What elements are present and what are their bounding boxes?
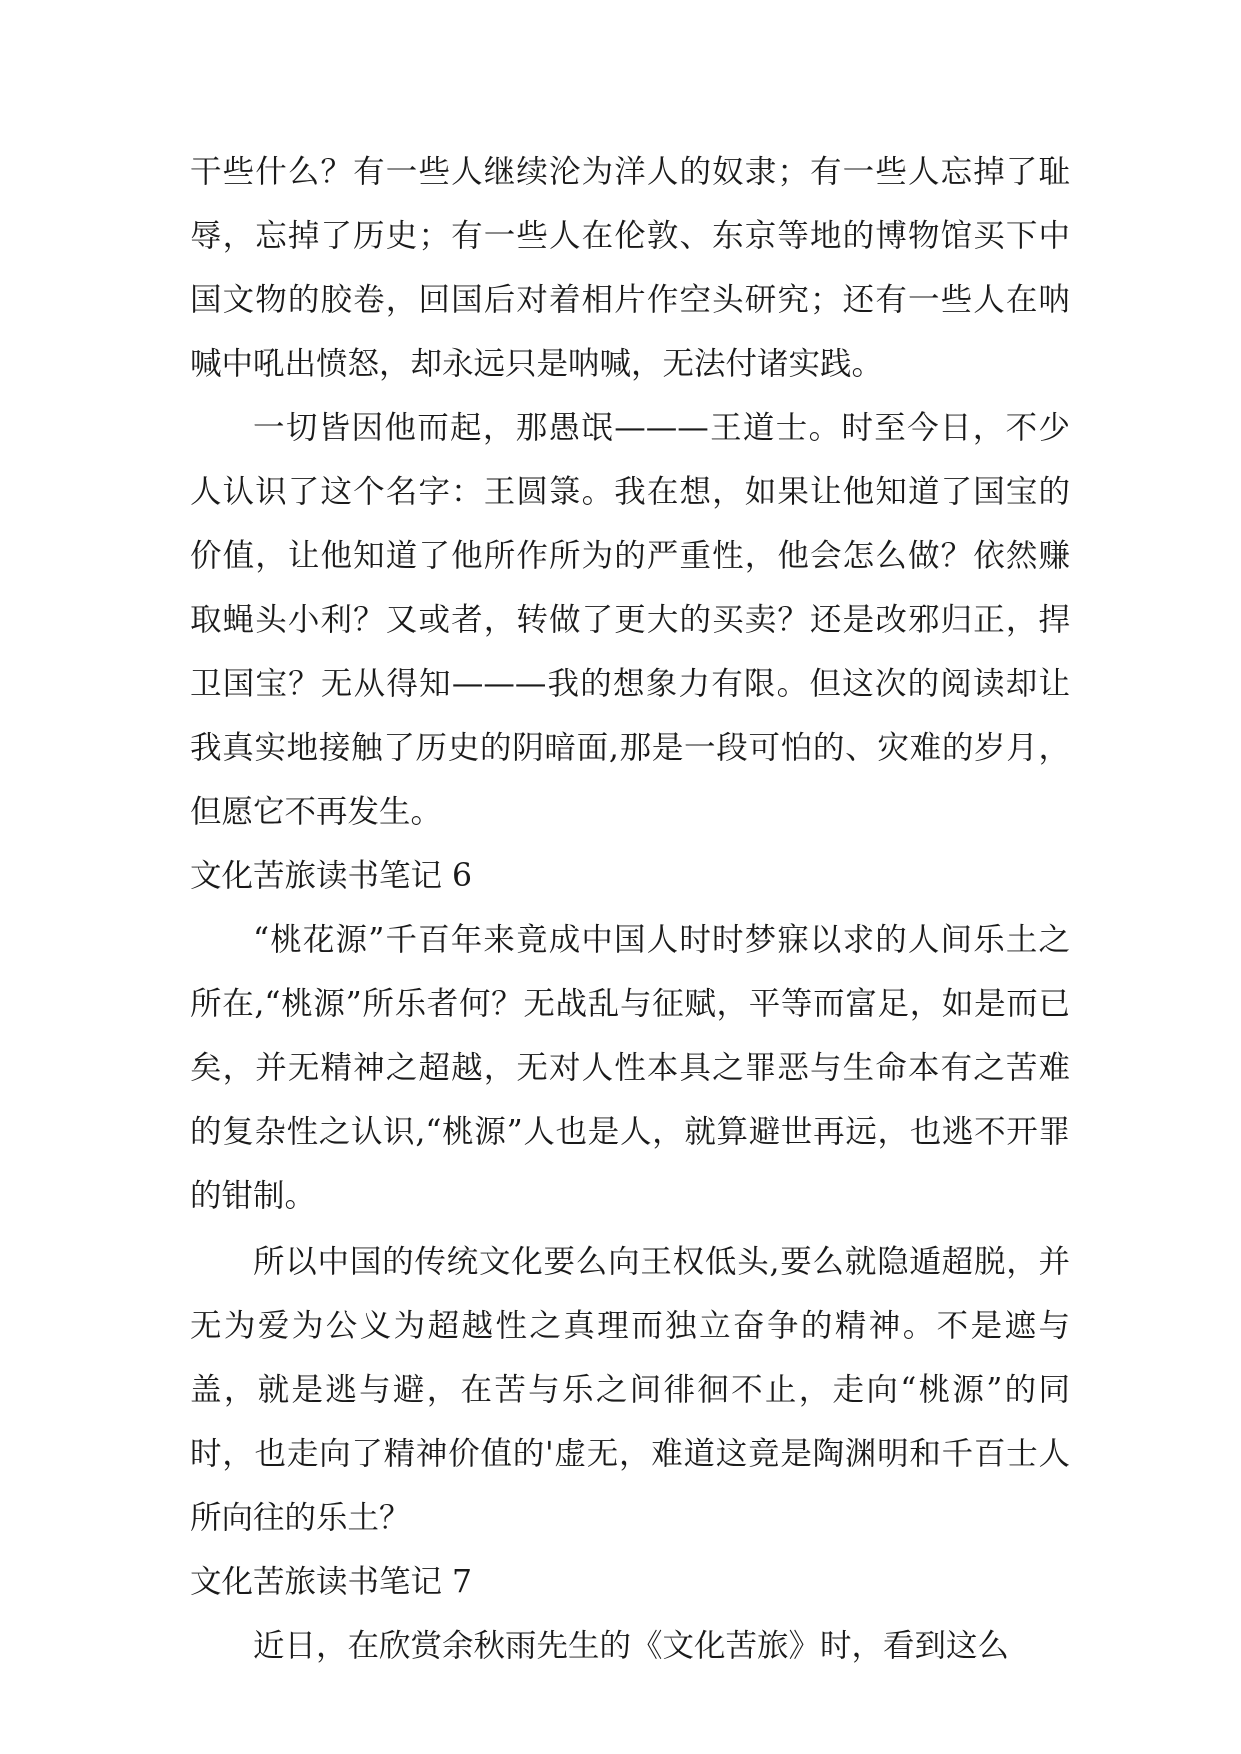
paragraph-continued: 干些什么？有一些人继续沦为洋人的奴隶；有一些人忘掉了耻辱，忘掉了历史；有一些人在伦敦、东京等地的博物馆买下中国文物的胶卷，回国后对着相片作空头研究；还有一些人在呐喊中吼出愤怒，却永远只是呐喊，无法付诸实践。 [190, 154, 1070, 382]
document-body [190, 140, 1070, 1678]
paragraph-taohuayuan: “桃花源”千百年来竟成中国人时时梦寐以求的人间乐土之所在,“桃源”所乐者何？无战乱与征赋，平等而富足，如是而已矣，并无精神之超越，无对人性本具之罪恶与生命本有之苦难的复杂性之认识,“桃源”人也是人，就算避世再远，也逃不开罪的钳制。 [190, 922, 1070, 1214]
section-heading-7: 文化苦旅读书笔记 7 [190, 1564, 473, 1600]
paragraph-recently: 近日，在欣赏余秋雨先生的《文化苦旅》时，看到这么 [253, 1628, 1010, 1664]
section-heading-6: 文化苦旅读书笔记 6 [190, 858, 473, 894]
paragraph-wang-daoshi: 一切皆因他而起，那愚氓———王道士。时至今日，不少人认识了这个名字：王圆箓。我在想，如果让他知道了国宝的价值，让他知道了他所作所为的严重性，他会怎么做？依然赚取蝇头小利？又或者，转做了更大的买卖？还是改邪归正，捍卫国宝？无从得知———我的想象力有限。但这次的阅读却让我真实地接触了历史的阴暗面,那是一段可怕的、灾难的岁月，但愿它不再发生。 [190, 410, 1070, 830]
paragraph-traditional-culture: 所以中国的传统文化要么向王权低头,要么就隐遁超脱，并无为爱为公义为超越性之真理而独立奋争的精神。不是遮与盖，就是逃与避，在苦与乐之间徘徊不止，走向“桃源”的同时，也走向了精神价值的'虚无，难道这竟是陶渊明和千百士人所向往的乐土？ [190, 1244, 1070, 1536]
